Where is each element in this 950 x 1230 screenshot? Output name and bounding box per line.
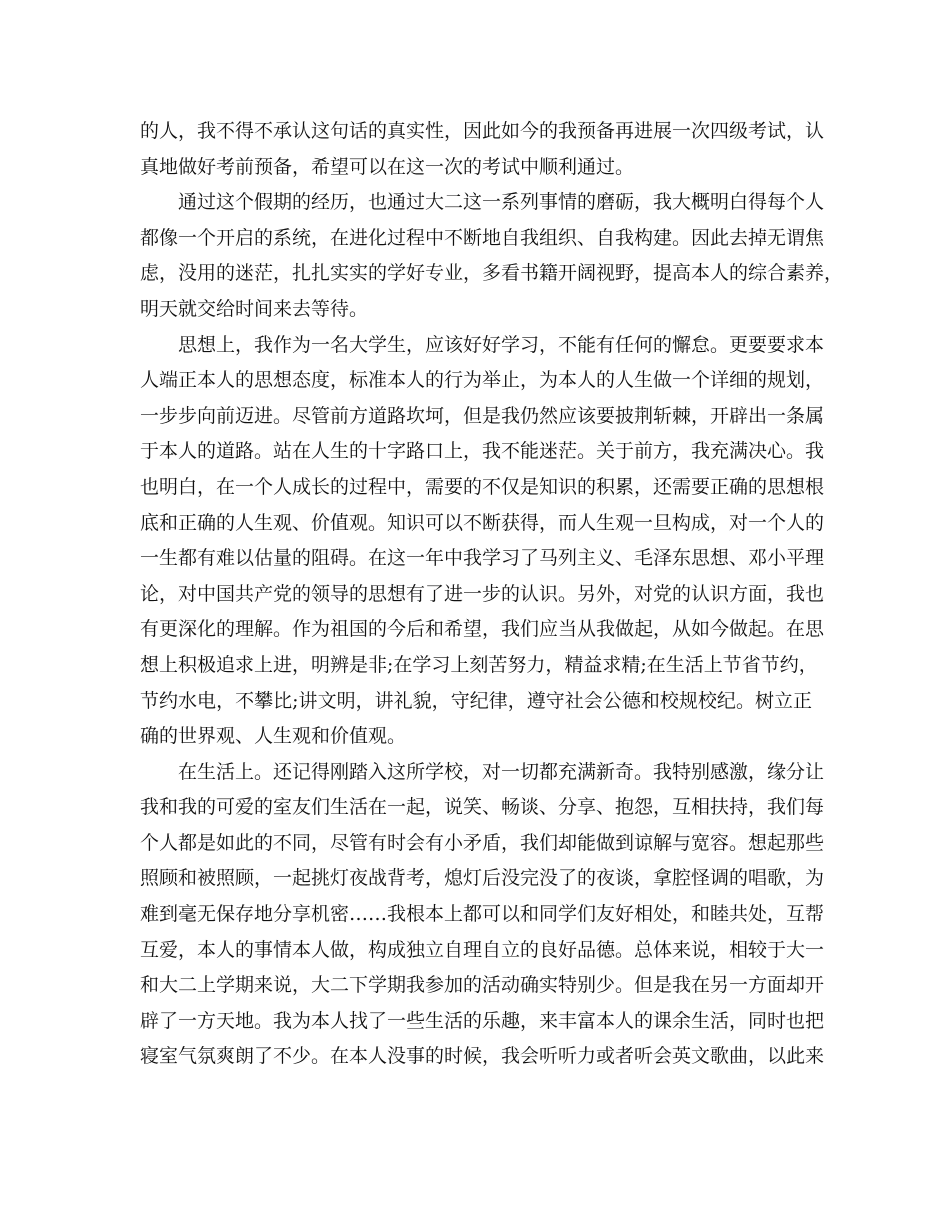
text-line: 辟了一方天地。我为本人找了一些生活的乐趣，来丰富本人的课余生活，同时也把 xyxy=(140,1009,825,1032)
text-line: 于本人的道路。站在人生的十字路口上，我不能迷茫。关于前方，我充满决心。我 xyxy=(140,440,825,463)
text-line: 确的世界观、人生观和价值观。 xyxy=(140,725,407,748)
text-line: 也明白，在一个人成长的过程中，需要的不仅是知识的积累，还需要正确的思想根 xyxy=(140,475,825,498)
text-line: 我和我的可爱的室友们生活在一起，说笑、畅谈、分享、抱怨，互相扶持，我们每 xyxy=(140,796,825,819)
text-line: 都像一个开启的系统，在进化过程中不断地自我组织、自我构建。因此去掉无谓焦 xyxy=(140,226,825,249)
text-line: 互爱，本人的事情本人做，构成独立自理自立的良好品德。总体来说，相较于大一 xyxy=(140,938,825,961)
text-line: 真地做好考前预备，希望可以在这一次的考试中顺利通过。 xyxy=(140,155,635,178)
paragraph xyxy=(140,755,825,1075)
text-line: 思想上，我作为一名大学生，应该好好学习，不能有任何的懈怠。更要要求本 xyxy=(178,333,825,356)
text-line: 虑，没用的迷茫，扎扎实实的学好专业，多看书籍开阔视野，提高本人的综合素养， xyxy=(140,262,844,285)
text-line: 一步步向前迈进。尽管前方道路坎坷，但是我仍然应该要披荆斩棘，开辟出一条属 xyxy=(140,404,825,427)
text-line: 一生都有难以估量的阻碍。在这一年中我学习了马列主义、毛泽东思想、邓小平理 xyxy=(140,547,825,570)
text-line: 的人，我不得不承认这句话的真实性，因此如今的我预备再进展一次四级考试，认 xyxy=(140,120,825,142)
text-line: 明天就交给时间来去等待。 xyxy=(140,297,369,320)
text-line: 照顾和被照顾，一起挑灯夜战背考，熄灯后没完没了的夜谈，拿腔怪调的唱歌，为 xyxy=(140,867,825,890)
text-line: 论，对中国共产党的领导的思想有了进一步的认识。另外，对党的认识方面，我也 xyxy=(140,582,825,605)
text-line: 在生活上。还记得刚踏入这所学校，对一切都充满新奇。我特别感激，缘分让 xyxy=(178,760,825,783)
text-line: 人端正本人的思想态度，标准本人的行为举止，为本人的人生做一个详细的规划， xyxy=(140,369,825,392)
document-body xyxy=(140,114,844,1075)
text-line: 节约水电，不攀比;讲文明，讲礼貌，守纪律，遵守社会公德和校规校纪。树立正 xyxy=(140,689,812,712)
text-line: 个人都是如此的不同，尽管有时会有小矛盾，我们却能做到谅解与宽容。想起那些 xyxy=(140,831,825,854)
text-line: 难到毫无保存地分享机密……我根本上都可以和同学们友好相处，和睦共处，互帮 xyxy=(140,903,825,926)
text-line: 和大二上学期来说，大二下学期我参加的活动确实特别少。但是我在另一方面却开 xyxy=(140,974,825,997)
text-line: 通过这个假期的经历，也通过大二这一系列事情的磨砺，我大概明白得每个人 xyxy=(178,191,825,214)
text-line: 底和正确的人生观、价值观。知识可以不断获得，而人生观一旦构成，对一个人的 xyxy=(140,511,825,534)
paragraph xyxy=(140,328,825,755)
paragraph xyxy=(140,185,844,327)
text-line: 寝室气氛爽朗了不少。在本人没事的时候，我会听听力或者听会英文歌曲，以此来 xyxy=(140,1045,825,1068)
text-line: 想上积极追求上进，明辨是非;在学习上刻苦努力，精益求精;在生活上节省节约， xyxy=(140,653,818,676)
text-line: 有更深化的理解。作为祖国的今后和希望，我们应当从我做起，从如今做起。在思 xyxy=(140,618,825,641)
paragraph xyxy=(140,114,825,185)
